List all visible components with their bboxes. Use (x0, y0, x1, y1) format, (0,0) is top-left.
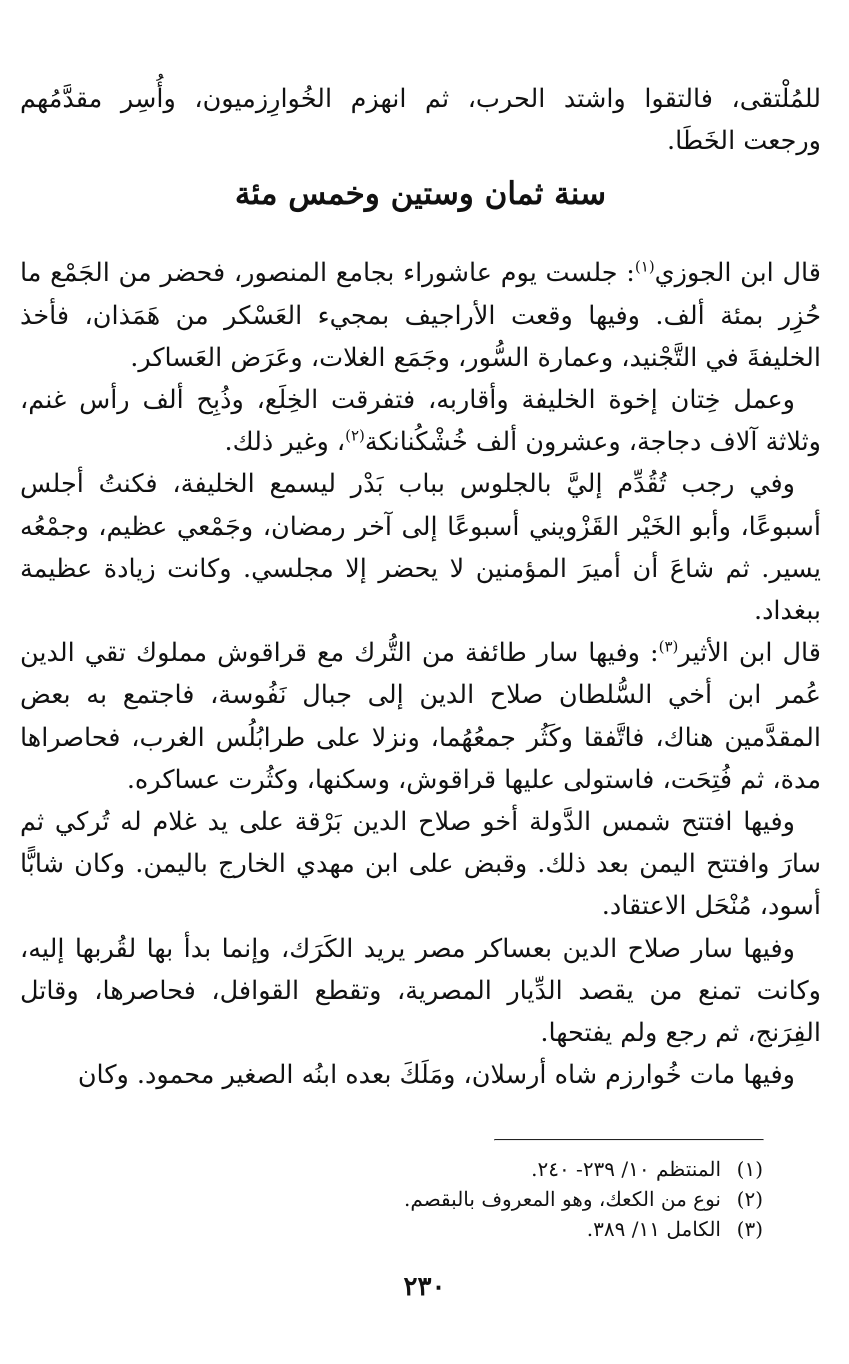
paragraph: وفيها مات خُوارزم شاه أرسلان، ومَلَكَ بعده ابنُه الصغير محمود. وكان (77, 1060, 795, 1091)
footnote-ref: (١) (634, 257, 655, 276)
paragraph: قال ابن الجوزي$^{(١)}$: جلست يوم عاشوراء بجامع المنصور، فحضر من الجَمْع ما حُزِر بمئة ألف. وفيها وقعت الأراجيف بمجيء العَسْكر من هَمَذان، فأخذ الخليفةَ في التَّجْنيد، وعمارة السُّور، وجَمَع الغلات، وعَرَض العَساكر. (20, 257, 821, 373)
paragraph: وفي رجب تُقُدِّم إليَّ بالجلوس بباب بَدْر ليسمع الخليفة، فكنتُ أجلس أسبوعًا، وأبو الخَيْر القَزْويني أسبوعًا إلى آخر رمضان، وجَمْعي عظيم، وجمْعُه يسير. ثم شاعَ أن أميرَ المؤمنين لا يحضر إلا مجلسي. وكانت زيادة عظيمة ببغداد. (20, 469, 821, 627)
paragraph: قال ابن الأثير$^{(٣)}$: وفيها سار طائفة من التُّرك مع قراقوش مملوك تقي الدين عُمر ابن أخي السُّلطان صلاح الدين إلى جبال نَفُوسة، فاجتمع به بعض المقدَّمين هناك، فاتَّفقا وكَثُر جمعُهُما، ونزلا على طرابُلُس الغرب، فحاصراها مدة، ثم فُتِحَت، فاستولى عليها قراقوش، وسكنها، وكثُرت عساكره. (20, 637, 822, 795)
footnote-item: (٢) نوع من الكعك، وهو المعروف بالبقصم. (404, 1187, 763, 1211)
footnote-item: (١) المنتظم ١٠/ ٢٣٩- ٢٤٠. (531, 1157, 763, 1181)
footnotes (60, 1154, 763, 1244)
footnote-ref: (٣) (658, 637, 679, 656)
paragraph: وعمل خِتان إخوة الخليفة وأقاربه، فتفرقت الخِلَع، وذُبِح ألف رأس غنم، وثلاثة آلاف دجاجة، وعشرون ألف خُشْكُنانكة$^{(٢)}$، وغير ذلك. (20, 385, 821, 458)
body-text (20, 252, 821, 1096)
year-heading: سنة ثمان وستين وخمس مئة (234, 176, 607, 213)
page-number: ٢٣٠ (403, 1272, 446, 1302)
paragraph: وفيها سار صلاح الدين بعساكر مصر يريد الكَرَك، وإنما بدأ بها لقُربها إليه، وكانت تمنع من يقصد الدِّيار المصرية، وتقطع القوافل، فحاصرها، وقاتل الفِرَنج، ثم رجع ولم يفتحها. (20, 933, 821, 1049)
footnote-ref: (٢) (345, 426, 365, 445)
paragraph: وفيها افتتح شمس الدَّولة أخو صلاح الدين بَرْقة على يد غلام له تُركي ثم سارَ وافتتح اليمن بعد ذلك. وقبض على ابن مهدي الخارج باليمن. وكان شابًّا أسود، مُنْحَل الاعتقاد. (20, 807, 821, 922)
continuation-paragraph: للمُلْتقى، فالتقوا واشتد الحرب، ثم انهزم الخُوارِزميون، وأُسِر مقدَّمُهم ورجعت الخَطَا. (20, 84, 821, 157)
footnote-item: (٣) الكامل ١١/ ٣٨٩. (586, 1217, 763, 1241)
footnote-divider (494, 1139, 764, 1141)
